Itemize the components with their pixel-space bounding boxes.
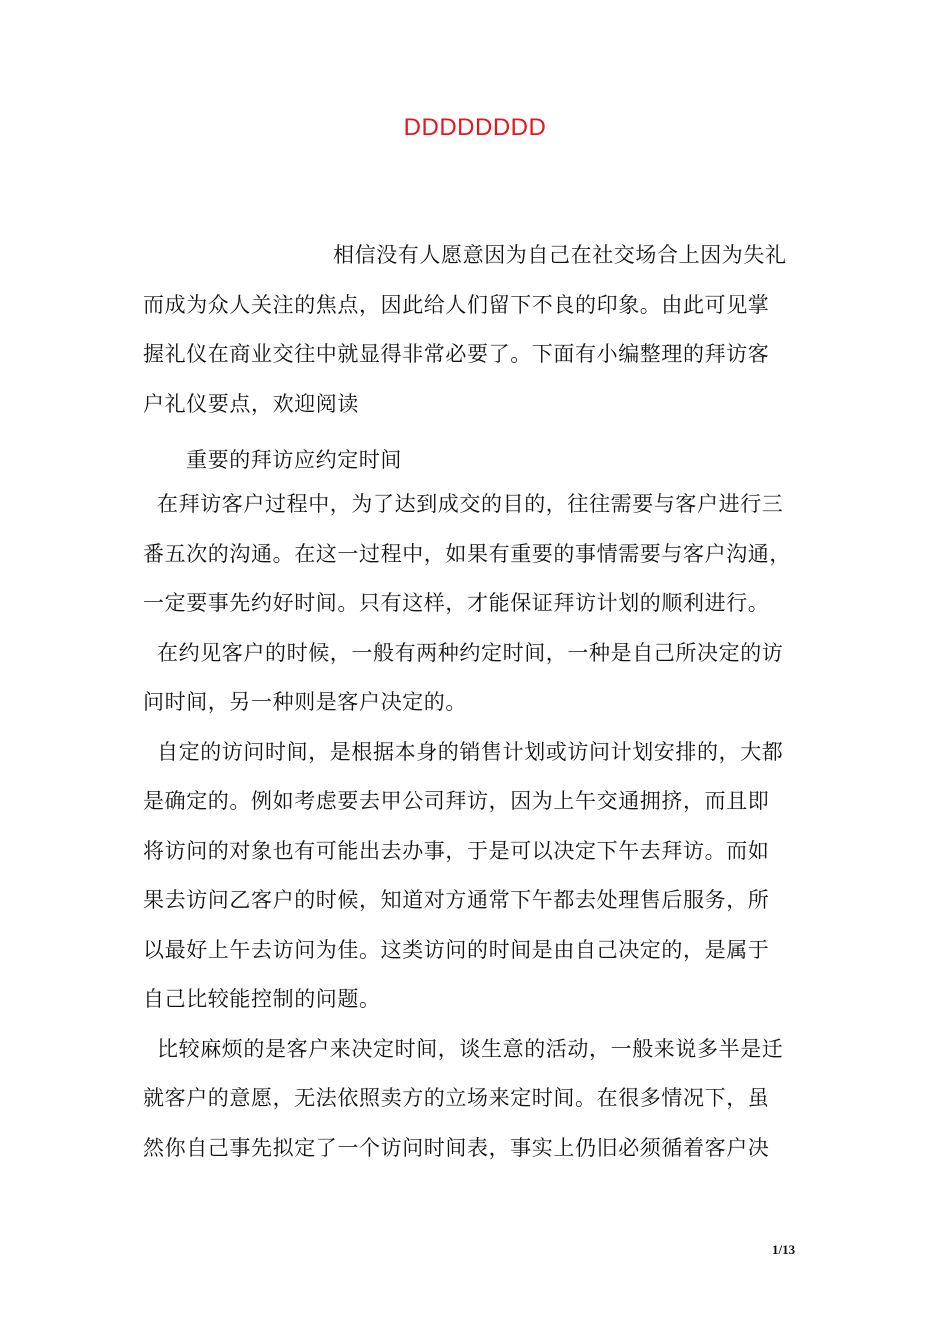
paragraph-line: 以最好上午去访问为佳。这类访问的时间是由自己决定的，是属于 bbox=[143, 937, 770, 962]
paragraph-line: 在约见客户的时候，一般有两种约定时间，一种是自己所决定的访 bbox=[157, 640, 784, 665]
paragraph-3 bbox=[143, 728, 811, 1025]
paragraph-line: 是确定的。例如考虑要去甲公司拜访，因为上午交通拥挤，而且即 bbox=[143, 789, 770, 813]
paragraph-line: 在拜访客户过程中，为了达到成交的目的，往往需要与客户进行三 bbox=[157, 492, 784, 516]
paragraph-line: 问时间，另一种则是客户决定的。 bbox=[143, 690, 467, 714]
page-number: 1/13 bbox=[772, 1242, 796, 1257]
intro-line: 相信没有人愿意因为自己在社交场合上因为失礼 bbox=[333, 243, 787, 267]
intro-line: 握礼仪在商业交往中就显得非常必要了。下面有小编整理的拜访客 bbox=[143, 342, 770, 366]
body-paragraphs bbox=[143, 480, 811, 1173]
paragraph-line: 就客户的意愿，无法依照卖方的立场来定时间。在很多情况下，虽 bbox=[143, 1086, 770, 1110]
document-title: DDDDDDDD bbox=[403, 114, 547, 141]
section-heading: 重要的拜访应约定时间 bbox=[186, 448, 402, 472]
paragraph-line: 一定要事先约好时间。只有这样，才能保证拜访计划的顺利进行。 bbox=[143, 591, 770, 615]
paragraph-line: 果去访问乙客户的时候，知道对方通常下午都去处理售后服务，所 bbox=[143, 888, 770, 912]
paragraph-line: 番五次的沟通。在这一过程中，如果有重要的事情需要与客户沟通， bbox=[143, 541, 791, 566]
paragraph-line: 自己比较能控制的问题。 bbox=[143, 987, 381, 1011]
paragraph-2 bbox=[143, 629, 811, 728]
paragraph-1 bbox=[143, 480, 811, 629]
intro-line: 而成为众人关注的焦点，因此给人们留下不良的印象。由此可见掌 bbox=[143, 292, 770, 317]
paragraph-line: 比较麻烦的是客户来决定时间，谈生意的活动，一般来说多半是迁 bbox=[157, 1036, 784, 1061]
intro-paragraph bbox=[143, 231, 811, 429]
paragraph-line: 然你自己事先拟定了一个访问时间表，事实上仍旧必须循着客户决 bbox=[143, 1135, 770, 1160]
paragraph-line: 将访问的对象也有可能出去办事，于是可以决定下午去拜访。而如 bbox=[143, 838, 770, 863]
paragraph-line: 自定的访问时间，是根据本身的销售计划或访问计划安排的，大都 bbox=[157, 739, 784, 764]
paragraph-4 bbox=[143, 1025, 811, 1174]
intro-line: 户礼仪要点，欢迎阅读 bbox=[143, 391, 359, 416]
